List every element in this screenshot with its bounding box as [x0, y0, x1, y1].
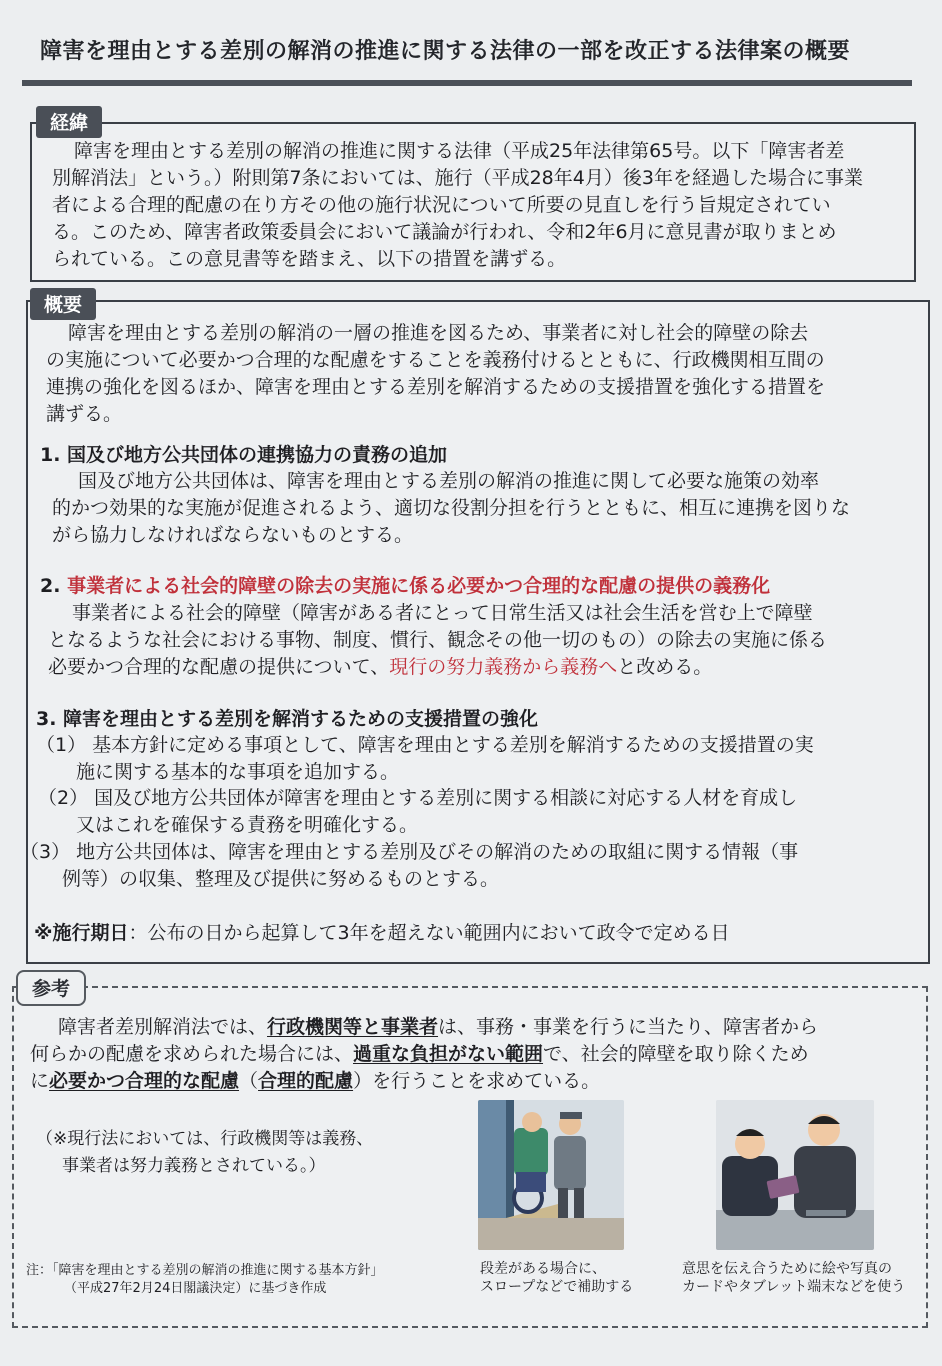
item2-line-2: となるような社会における事物、制度、慣行、観念その他一切のもの）の除去の実施に係る	[48, 629, 828, 651]
current-law-note-2: 事業者は努力義務とされている。）	[62, 1156, 326, 1176]
reference-reasonable-accommodation: 必要かつ合理的な配慮	[49, 1070, 240, 1092]
caption-tablet-1: 意思を伝え合うために絵や写真の	[682, 1261, 892, 1277]
background-line-3: 者による合理的配慮の在り方その他の施行状況について所要の見直しを行う旨規定されてい	[52, 194, 831, 216]
page-title: 障害を理由とする差別の解消の推進に関する法律の一部を改正する法律案の概要	[40, 39, 851, 64]
reference-line-3-post: ）を行うことを求めている。	[353, 1070, 601, 1092]
slope-assist-image	[478, 1100, 624, 1250]
effective-date-label: ※施行期日	[34, 922, 129, 944]
item3-sub2-a: （2） 国及び地方公共団体が障害を理由とする差別に関する相談に対応する人材を育成し	[38, 787, 798, 809]
item2-line-1: 事業者による社会的障壁（障害がある者にとって日常生活又は社会生活を営む上で障壁	[72, 602, 813, 624]
background-line-2: 別解消法」という。）附則第7条においては、施行（平成28年4月）後3年を経過した場合に事業	[52, 167, 863, 189]
reference-reasonable-accommodation-short: 合理的配慮	[258, 1070, 354, 1092]
reference-line-3-mid: （	[239, 1070, 259, 1092]
item2-obligation-change: 現行の努力義務から義務へ	[389, 656, 618, 678]
item3-heading: 3. 障害を理由とする差別を解消するための支援措置の強化	[36, 708, 539, 730]
reference-label: 参考	[16, 970, 86, 1006]
reference-line-1-post: は、事務・事業を行うに当たり、障害者から	[438, 1016, 819, 1038]
item1-line-2: 的かつ効果的な実施が促進されるよう、適切な役割分担を行うとともに、相互に連携を図りな	[52, 497, 851, 519]
item2-line-3-post: と改める。	[617, 656, 713, 678]
summary-intro-2: の実施について必要かつ合理的な配慮をすることを義務付けるとともに、行政機関相互間の	[46, 349, 825, 371]
title-divider	[22, 80, 912, 86]
reference-line-2-pre: 何らかの配慮を求められた場合には、	[30, 1043, 354, 1065]
background-label: 経緯	[36, 106, 102, 138]
tablet-communication-image	[716, 1100, 874, 1250]
source-note-2: （平成27年2月24日閣議決定）に基づき作成	[64, 1281, 327, 1296]
item3-sub3-a: （3） 地方公共団体は、障害を理由とする差別及びその解消のための取組に関する情報（事	[20, 841, 799, 863]
slope-assist-illustration	[478, 1100, 624, 1250]
reference-line-3-pre: に	[30, 1070, 50, 1092]
source-note-1: 注：「障害を理由とする差別の解消の推進に関する基本方針」	[26, 1263, 384, 1278]
item2-heading-row	[40, 573, 770, 600]
background-line-5: られている。この意見書等を踏まえ、以下の措置を講ずる。	[52, 248, 567, 270]
caption-slope-2: スロープなどで補助する	[480, 1279, 634, 1295]
caption-slope-1: 段差がある場合に、	[480, 1261, 606, 1277]
item2-number: 2.	[40, 575, 68, 597]
caption-tablet-2: カードやタブレット端末などを使う	[682, 1279, 906, 1295]
summary-label: 概要	[30, 288, 96, 320]
effective-date-text: ：公布の日から起算して3年を超えない範囲内において政令で定める日	[128, 922, 730, 944]
item3-sub1-b: 施に関する基本的な事項を追加する。	[76, 761, 400, 783]
reference-line-1-pre: 障害者差別解消法では、	[58, 1016, 268, 1038]
item1-line-1: 国及び地方公共団体は、障害を理由とする差別の解消の推進に関して必要な施策の効率	[78, 470, 820, 492]
reference-no-undue-burden: 過重な負担がない範囲	[353, 1043, 544, 1065]
reference-entities: 行政機関等と事業者	[267, 1016, 439, 1038]
tablet-communication-illustration	[716, 1100, 874, 1250]
background-line-4: る。このため、障害者政策委員会において議論が行われ、令和2年6月に意見書が取りまとめ	[52, 221, 837, 243]
summary-intro-4: 講ずる。	[46, 403, 123, 425]
item3-sub2-b: 又はこれを確保する責務を明確化する。	[76, 814, 419, 836]
item3-sub1-a: （1） 基本方針に定める事項として、障害を理由とする差別を解消するための支援措置の実	[36, 734, 814, 756]
item2-line-3-pre: 必要かつ合理的な配慮の提供について、	[48, 656, 390, 678]
reference-line-1	[58, 1014, 818, 1041]
reference-line-2-post: で、社会的障壁を取り除くため	[543, 1043, 809, 1065]
item2-line-3	[48, 654, 712, 681]
item2-heading: 事業者による社会的障壁の除去の実施に係る必要かつ合理的な配慮の提供の義務化	[67, 575, 771, 597]
item1-line-3: がら協力しなければならないものとする。	[52, 524, 414, 546]
reference-line-2	[30, 1041, 809, 1068]
current-law-note-1: （※現行法においては、行政機関等は義務、	[36, 1129, 374, 1149]
summary-intro-1: 障害を理由とする差別の解消の一層の推進を図るため、事業者に対し社会的障壁の除去	[68, 322, 809, 344]
background-line-1: 障害を理由とする差別の解消の推進に関する法律（平成25年法律第65号。以下「障害者差	[74, 140, 845, 162]
effective-date	[34, 920, 730, 947]
item1-heading: 1. 国及び地方公共団体の連携協力の責務の追加	[40, 444, 448, 466]
reference-line-3	[30, 1068, 600, 1095]
item3-sub3-b: 例等）の収集、整理及び提供に努めるものとする。	[62, 868, 500, 890]
summary-intro-3: 連携の強化を図るほか、障害を理由とする差別を解消するための支援措置を強化する措置を	[46, 376, 826, 398]
